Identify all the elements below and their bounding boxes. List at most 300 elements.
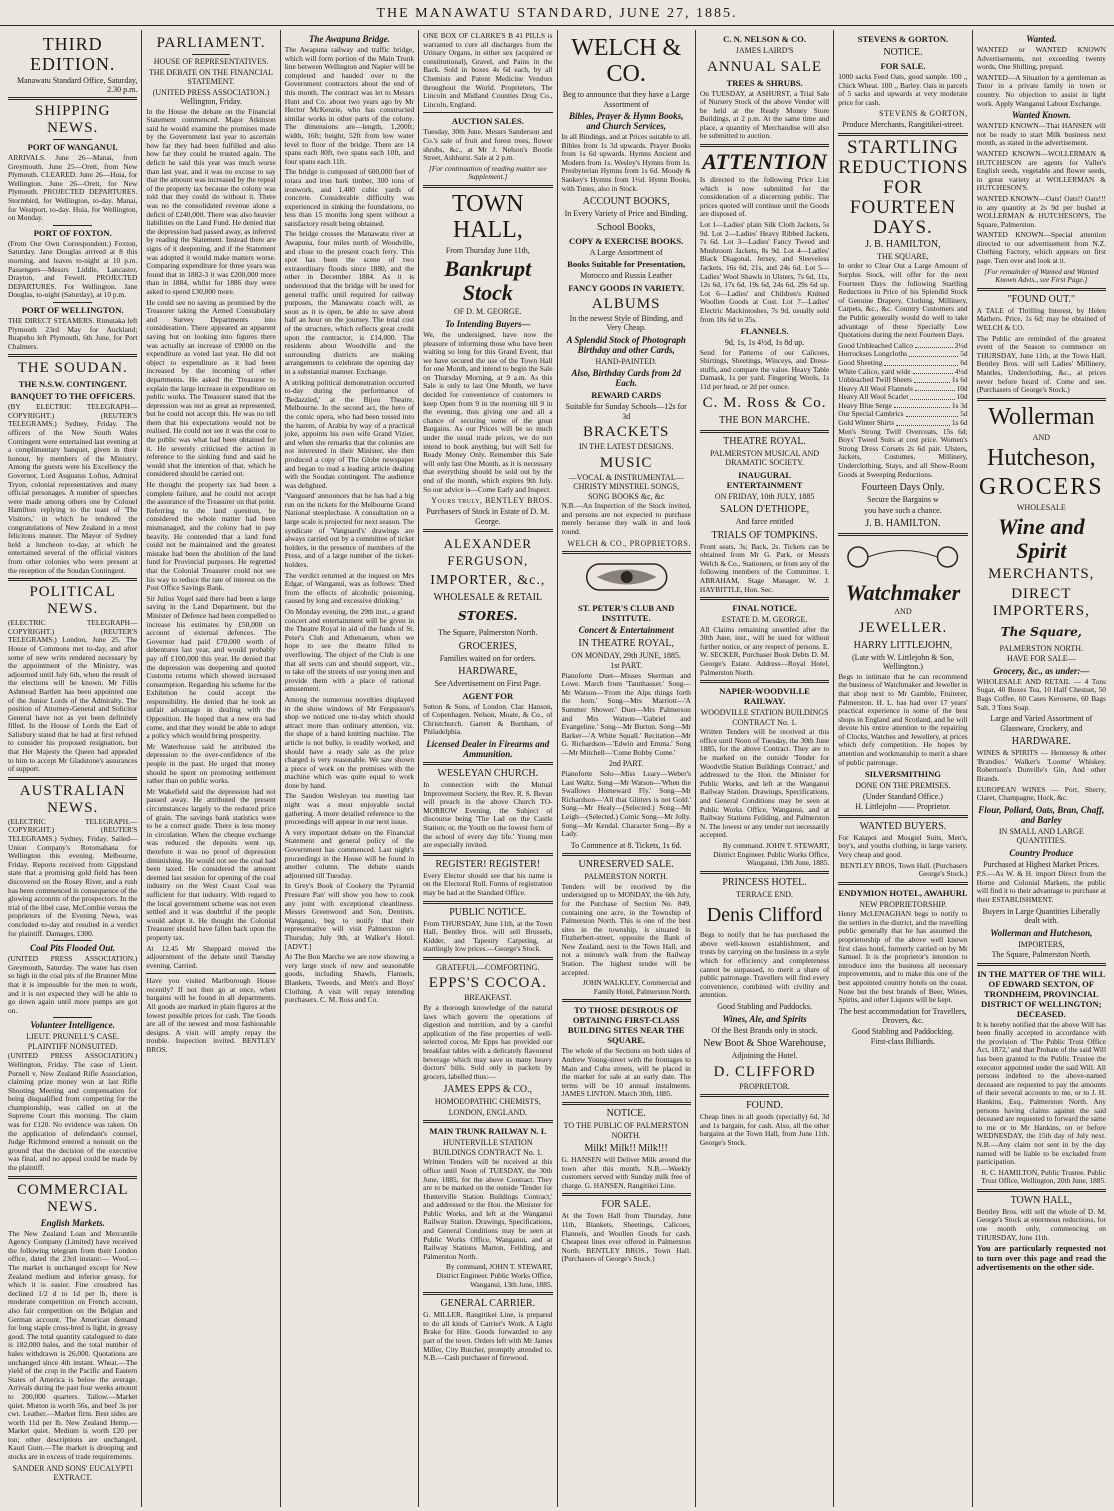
divider (53, 139, 92, 140)
brackets-heading: BRACKETS (583, 424, 670, 441)
wanganui-shipping-text: ARRIVALS. June 26—Manai, from Greymouth. June 25—Orett, from New Plymouth. CLEARED. June 26—Huia, for Wellington. June 26—Orett, for New Plymouth. PROJECTED DEPARTURES. Stormbird, for Wellington, to-day. Manai, for Westport, to-day. Huia, for Wellington, on Monday. (8, 153, 138, 223)
london-england: LONDON, ENGLAND. (448, 1107, 528, 1117)
local-text-8: Among the numerous novelties displayed in the show windows of Mr Fergusson's shop we noticed one to-day which should attract more than ordinary attention, viz. the shape of a hand knitting machine. The article is not bulky, is readily worked, and should have a ready sale as the price charged is very reasonable. We saw shown a piece of work on the premises with the machine which was quite equal to work done by hand. (284, 694, 415, 790)
public-palmerston: TO THE PUBLIC OF PALMERSTON NORTH. (563, 1121, 689, 1140)
have-for-sale: HAVE FOR SALE— (1006, 654, 1076, 664)
woodville-subheading: WOODVILLE STATION BUILDINGS CONTRACT No. 1. (700, 708, 829, 727)
banquet-subheading: BANQUET TO THE OFFICERS. (10, 391, 135, 402)
for-sale-heading: FOR SALE. (601, 1199, 651, 1211)
final-notice-heading: FINAL NOTICE. (732, 603, 797, 614)
music-heading: MUSIC (599, 454, 653, 471)
leader-dots (913, 368, 953, 375)
hunterville-subheading: HUNTERVILLE STATION BUILDINGS CONTRACT No. 1. (432, 1138, 543, 1157)
office-dateline: Manawatu Standard Office, Saturday, 2.30 p.m. (16, 76, 138, 94)
divider (838, 882, 967, 885)
divider (53, 225, 92, 226)
large-assortment: A Large Assortment of (589, 247, 663, 257)
divider (53, 940, 92, 941)
wholesale-retail: WHOLESALE & RETAIL (433, 592, 543, 604)
reductions-heading: REDUCTIONS (838, 156, 969, 178)
marlborough-text: Have you visited Marlborough House recently? If not then go at once, when bargains will be found in all departments. All goods are marked in plain figures at the lowest possible prices for cash. The Goods are all of the newest and most fashionable designs. A visit will amply repay the trouble. Inspection invited. BENTLEY BROS. (146, 976, 276, 1055)
column-5 (558, 30, 696, 1507)
local-text-6: The verdict returned at the inquest on Mrs Edgar, of Wanganui, was as follows: 'Died from the effects of alcoholic poisoning, caused by long and excessive drinking.' (284, 570, 415, 606)
found-heading: FOUND. (746, 1100, 784, 1111)
sg-signature: STEVENS & GORTON, (879, 109, 968, 119)
ross-heading: C. M. Ross & Co. (702, 394, 827, 411)
local-text-7: On Monday evening, the 29th inst., a grand concert and entertainment will be given in the Theatre Royal in aid of the funds of St. Peter's Club and Athenaeum, when we hope to see the theatre filled to overflowing. The object of the Club is one that all sects can and should support, viz., to take off the streets of our young men and provide them with a place of rational amusement. (284, 607, 415, 694)
continuation-note: [For continuation of reading matter see Supplement.] (428, 163, 547, 182)
column-6 (696, 30, 834, 1507)
epps-text: By a thorough knowledge of the natural laws which govern the operations of digestion and nutrition, and by a careful application of the fine properties of well-selected cocoa, Mr Epps has provided our breakfast tables with a delicately flavoured beverage which may save us many heavy doctors' bills. Sold only in packets by grocers, labelled thus:— (423, 1002, 553, 1081)
coal-pits-text: (UNITED PRESS ASSOCIATION.) Greymouth, Saturday. The water has risen so high in the coal pits of the Brunner Mine that it is impossible for the men to work, and it is not expected they will be able to go down again until more pumps are got on. (8, 954, 138, 1015)
startling-heading: STARTLING (846, 136, 959, 158)
price-value: 1s 6d (951, 375, 968, 385)
princess-text: Begs to notify that he has purchased the above well-known establishment, and trusts by carrying on the business in a style which for efficiency and completeness cannot be surpassed, to merit a share of public patronage. Travellers will find every convenience, combined with civility and attention. (699, 930, 830, 1000)
parliament-text-2: He could see no saving as promised by the Treasurer taking the Armed Constabulary and Survey Departments into consideration. There appeared an apparent saving but on looking into figures there was actually an increase of £9000 on the expenditure as voted last year. He did not object to expenditure as it had been increased by the incoming of other departments. He asked the Treasurer to explain the large increase in expenditure on public works. The Treasurer stated that the depression was not as great as represented, but he could not accept this. He was no tell them that his expectations would not be realised. He could not see it was the cost to the public was what had been obtained for it. He severely criticised the action in reference to the sinking fund and said he would shut the intention of that, which he considered should be carried out. (146, 297, 276, 479)
found-out-text: A TALE of Thrilling Interest, by Helen Mathers. Price, 1s 6d; may be obtained of WELCH & CO. (976, 305, 1106, 333)
auction-text: Tuesday, 30th June. Messrs Sanderson and Co.'s sale of fruit and forest trees, flower shrubs, &c., at Mr J. Nelson's Bootle Street, Ashhurst. Sale at 2 p.m. (423, 127, 553, 163)
george-subheading: OF D. M. GEORGE. (454, 307, 522, 317)
price-value: 10d (956, 383, 968, 393)
price-value: 2½d (954, 340, 968, 350)
agent-for-heading: AGENT FOR (462, 690, 514, 701)
wesleyan-text: In connection with the Mutual Improvement Society, the Rev. R. S. Bevan will preach in the above Church TO-MORROW Evening, the Subject of discourse being 'The Lad on the Castle Station; or, the Youth on the lowest form of the school of every day life.' Young men are especially invited. (423, 780, 553, 850)
european-wines-list: EUROPEAN WINES — Port, Sherry, Claret, Champagne, Hock, &c. (976, 784, 1106, 803)
annual-sale-heading: ANNUAL SALE (707, 58, 823, 75)
wholesale-label: WHOLESALE (1016, 503, 1066, 513)
inspection-note: N.B.—An Inspection of the Stock invited, and persons are not expected to purchase merely because they walk in and look round. (561, 501, 691, 536)
flannels-prices: 9d, 1s, 1s 4½d, 1s 8d up. (724, 338, 805, 348)
merchants-heading: MERCHANTS, (988, 565, 1095, 582)
hardware-8: HARDWARE. (1011, 736, 1071, 748)
carrier-heading: GENERAL CARRIER. (440, 1298, 536, 1310)
direct-importers: DIRECT IMPORTERS, (992, 585, 1090, 619)
divider (53, 302, 92, 303)
divider (423, 853, 552, 856)
brands-text: Of the Best Brands only in stock. (711, 1025, 818, 1035)
school-books-heading: School Books, (597, 221, 656, 233)
birthday-cards: Also, Birthday Cards from 2d Each. (571, 368, 681, 389)
english-markets-heading: English Markets. (40, 1217, 105, 1228)
breakfast-subheading: BREAKFAST. (464, 993, 512, 1003)
families-text: Families waited on for orders. (439, 653, 536, 663)
price-item: Horrockses Longcloths (838, 349, 908, 359)
parliament-text-4: Sir Julius Vogel said there had been a large saving in the Land Department, but the Minister of Defence had been compelled to increase his estimates by £50,000 on account of external defences. The Governor had paid £70,000 worth of debentures last year, and would probably pay off £100,000 this year. He denied that the depression was deepening and quoted Customs returns which showed increased consumption. Regarding his scheme for the Exhibition he could accept the responsibility. He denied that he took an unfair advantage in dealing with the Opposition. He hoped that a new era had come, and that they would be able to adopt a policy which would bring prosperity. (146, 593, 276, 741)
flannels-text: Send for Patterns of our Calicoes, Shirtings, Sheetings, Winceys, and Dress-stuffs, and compare the value. Heavy Table Damask, 1s per yard. Fingering Wools, 1s 11d per head, or 2d per ounce. (699, 347, 830, 392)
stevens-heading: STEVENS & GORTON. (857, 34, 949, 44)
unreserved-text: Tenders will be received by the undersigned up to MONDAY, the 6th July, for the Purchase of Section No. 849, containing one acre, in the Township of Palmerston North. This is one of the best sites in the township, is situated in Fitzherbert-street, opposite the Bank of New Zealand, next to the Town Hall, and not a minute's walk from the Railway Station. The highest tender will be accepted. (561, 881, 691, 977)
welch-signature: WELCH & CO., PROPRIETORS. (567, 538, 691, 548)
oats-text: 1000 sacks Feed Oats, good sample. 100 ,, Chick Wheat. 100 ,, Barley. Oats in parcels of 5 sacks and upwards at very moderate price for cash. (838, 72, 968, 107)
endymion-text-3: Good Stabling and Paddocking. (852, 1026, 954, 1036)
account-text: In Every Variety of Price and Binding. (564, 209, 688, 219)
public-notice-heading: PUBLIC NOTICE. (449, 906, 527, 918)
bibles-heading: Bibles, Prayer & Hymn Books, and Church Services, (568, 111, 684, 131)
reward-cards-heading: REWARD CARDS (591, 390, 662, 401)
divider (423, 1292, 552, 1295)
town-hall-heading: TOWN HALL, (452, 190, 524, 243)
account-books-heading: ACCOUNT BOOKS, (582, 196, 670, 208)
albums-heading: ALBUMS (591, 295, 661, 312)
column-2 (142, 30, 280, 1507)
price-value: 1s 6d (951, 418, 968, 428)
political-news-heading: POLITICAL NEWS. (29, 584, 116, 618)
see-advert-text: See Advertisement on First Page. (434, 679, 542, 689)
hardware-heading: HARDWARE, (458, 666, 518, 678)
wanted-heading: Wanted. (1026, 34, 1057, 44)
importers-label: IMPORTERS, (1018, 939, 1065, 949)
inaugural-date: ON FRIDAY, 10th JULY, 1885 (714, 491, 815, 501)
under-standard: (Under Standard Office.) (862, 791, 943, 801)
divider (423, 529, 552, 532)
agent-text: Sutton & Sons, of London. Clar. Hanson, of Copenhagen. Nelson, Moate, & Co., of Christchurch. Garrett & Burnham, of Philadelphia. (423, 701, 553, 737)
shipping-news-heading: SHIPPING NEWS. (34, 103, 111, 136)
leader-dots (915, 385, 955, 392)
column-7 (834, 30, 972, 1507)
copy-books-heading: COPY & EXERCISE BOOKS. (569, 235, 684, 246)
estate-subheading: ESTATE D. M. GEORGE. (721, 615, 808, 625)
australian-news-text: (ELECTRIC TELEGRAPH.—COPYRIGHT.) (REUTER'S TELEGRAMS.) Sydney, Friday. Sailed—Union Company's Rotomahana for Wellington this evening. Melbourne, Friday. Reports received from Gippsland state that a promising gold field has been discovered on the Rosey River, and a rush has been commenced in consequence of the glowing accounts of the prospectors. In the trial of the libel case, McCombie versus the proprietors of the Evening News, was concluded to-day and resulted in a verdict for plaintiff. Damages, £300. (8, 816, 138, 938)
leader-dots (896, 419, 950, 426)
wesleyan-heading: WESLEYAN CHURCH. (437, 768, 539, 780)
welch-intro: Beg to announce that they have a Large Assortment of (562, 90, 690, 109)
parliament-text-5: Mr Waterhouse said he attributed the depression to the over-confidence of the people in the past. He urged that money should be spent on promoting settlement rather than on public works. (146, 741, 276, 786)
clifford-heading: Denis Clifford (706, 904, 823, 927)
divider (700, 1094, 829, 1097)
local-text-10: A very important debate on the Financial Statement and general policy of the Government has commenced. Last night's proceedings in the House will be found in another column. The debate stands adjourned till Tuesday. (284, 827, 415, 880)
house-subheading: HOUSE OF REPRESENTATIVES. (153, 57, 269, 66)
homoeopathic: HOMOEOPATHIC CHEMISTS, (434, 1097, 541, 1107)
building-sites-heading: TO THOSE DESIROUS OF OBTAINING FIRST-CLASS BUILDING SITES NEAR THE SQUARE. (567, 1005, 685, 1046)
bridge-text-3: The bridge crosses the Manawatu river at Awapuna, four miles north of Woodville, and close to the present coach ferry. This spot has been the scene of two extraordinary floods since 1880, and the other in December 1884. As it is understood that the bridge will be used for general traffic until required for railway purposes, the Manawatu coach will, as soon as it is open, be able to save about half an hour on the journey. The total cost of the structure, which reflects great credit upon the contractor, is £14,000. The residents about Woodville and the surrounding districts are making arrangements to celebrate the opening day in a substantial manner. Exchange. (284, 229, 415, 376)
town-hall-text: Bentley Bros. will sell the whole of D. M. George's Stock at enormous reductions, for one month only, commencing on THURSDAY, June 11th. (976, 1206, 1106, 1242)
volunteer-subheading: LIEUT. PRUNELL'S CASE. PLAINTIFF NONSUITED. (26, 1032, 120, 1051)
annual-sale-text: On TUESDAY, at ASHURST, a Trial Sale of Nursery Stock of the above Vendor will be held at the Ready Money Store Buildings, at 2 p.m. At the same time and place, a quantity of Merchandise will also be submitted to auction. (699, 88, 830, 141)
local-text-5: 'Vanguard' announces that he has had a big run on the tickets for the Melbourne Grand National steeplechase. A consultation on a large scale is projected for next season. The syndicate of 'Vanguard's' drawings are always carried out by a committee of ticket holders, in the presence of members of the Press, and of a large number of the ticket-holders. (284, 491, 415, 570)
concert-heading: Concert & Entertainment (578, 624, 674, 635)
attention-text: Is directed to the following Price List which is now submitted for the consideration of a discerning public. The prices quoted will continue until the Goods are disposed of. (699, 175, 830, 219)
register-heading: REGISTER! REGISTER! (435, 858, 541, 870)
column-4 (419, 30, 557, 1507)
watch-engraving (838, 542, 967, 572)
price-item: Our Special Cambrics (838, 409, 904, 419)
for-heading: FOR (882, 176, 923, 198)
divider (700, 871, 829, 874)
wanted-ad-5: WANTED KNOWN—Oats! Oats!! Oats!!! in any quantity at 2s 9d per bushel at WOLLERMAN & HUTCHESON'S, The Square, Palmerston. (976, 193, 1106, 229)
local-text-4: A striking political demonstration occurred to-day during the performance of 'Bedazzled,' at the Bijou Theatre, Melbourne. In the second act, the hero of the comic opera, who had been tossed into the harem, of Arabia by way of a practical joke, appoints his own wife Grand Vizier, and when she remarks that the colonies are not interested in their Minister, she then produced a copy of The Globe newspaper and began to read a leading article dealing with the Soudan contingent. The audience was delighted. (284, 377, 415, 490)
unreserved-signature: JOHN WALKLEY, Commercial and Family Hotel, Palmerston North. (582, 978, 691, 996)
theatre-royal-2: THEATRE ROYAL. (723, 435, 806, 447)
bon-marche-heading: THE BON MARCHE. (719, 414, 810, 426)
column-3 (281, 30, 419, 1507)
divider (700, 430, 829, 433)
wanted-ad-4: WANTED KNOWN—WOLLERMAN & HUTCHESON are agents for Vallet's English seeds, vegetable and flower seeds, in great variety at WOLLERMAN & HUTCHESON'S. (976, 148, 1106, 193)
ps-text: P.S.—As W. & H. import Direct from the Home and Colonial Markets, the public will find it to their advantage to purchase at their ESTABLISHMENT. (976, 869, 1106, 904)
hamilton-heading: J. B. HAMILTON, (865, 238, 941, 250)
flour-quantities: IN SMALL AND LARGE QUANTITIES. (998, 826, 1084, 846)
price-value: 6d (960, 357, 968, 367)
wh-signature: Wollerman and Hutcheson, (990, 927, 1093, 938)
trees-shrubs: TREES & SHRUBS. (726, 77, 803, 88)
wanted-ad-2: WANTED—A Situation by a gentleman as Tutor in a private family in town or country. No objection to assist in light work. Apply Wanganui Labour Exchange. (976, 72, 1106, 108)
the-square: The Square, (1000, 624, 1082, 639)
nelson-heading: C. N. NELSON & CO. (723, 34, 806, 44)
woodville-signature: By command. JOHN T. STEWART, District Engineer. Public Works Office, Wanganui, 13th June, 1885. (713, 840, 830, 868)
premises-text: DONE ON THE PREMISES. (855, 781, 951, 791)
commercial-news-text: The New Zealand Loan and Mercantile Agency Company (Limited) have received the following telegram from their London office, dated the 23rd instant:— Wool.—The market is unchanged except for New Zealand medium and inferior greasy, for which it is easier. Fine crossbred has declined 1/2 d to 1d per lb, there is moderate competition on French account, also fair competition on the Belgian and German account. The American demand for long staple cross-bred is light, in greasy good. The total quantity catalogued to date is 182,000 bales, and the total number of bales withdrawn is 26,000. Quotations are unchanged since 4th instant. Wheat.—The yield of the crop in the Pacific and Eastern States of America is below the average. Arrivals during the past four weeks amount to 200,000 quarters. Tallow.—Market quiet. Mutton is worth 56s, and beef 3s per cwt. Leather.—Market firm. Best sides are worth 11d per lb. New Zealand Hemp.—Market quiet. Medium is worth £20 per ton; other descriptions are unchanged. Kauri Gum.—The market is drooping and stocks are in excess of trade requirements. (8, 1228, 138, 1462)
divider (977, 1189, 1106, 1192)
carrier-text: G. MILLER, Rangitikei Line, is prepared to do all kinds of Carrier's Work. A Light Brake for Hire. Goods forwarded to any part of the town. Orders left with Mr James Miller, City Butcher, promptly attended to. N.B.—Cash purchaser of firewood. (423, 1310, 553, 1363)
price-item: Heavy All Wool Flannels (838, 383, 913, 393)
epps-cocoa-heading: EPPS'S COCOA. (428, 975, 547, 992)
building-sites-text: The whole of the Sections on both sides of Andrew Young-street with the frontages to Main and Cuba streets, will be placed in the market for sale at an early date. The terms will be 10 annual instalments. JAMES LINTON. March 30th, 1885. (561, 1046, 691, 1099)
railway-heading: MAIN TRUNK RAILWAY N. I. (429, 1126, 547, 1137)
public-notice-text: From THURSDAY, June 11th, at the Town Hall, Bentley Bros. will sell Brussels, Kidder, and Tapestry Carpeting, at startlingly low prices.—George's Stock. (423, 918, 553, 954)
divider (562, 1193, 691, 1196)
notice-heading: NOTICE. (606, 1108, 646, 1119)
divider (838, 815, 967, 818)
bankrupt-stock-heading: Bankrupt Stock (444, 256, 532, 306)
remainder-note: [For remainder of Wanted and Wanted Known Advts., see First Page.] (984, 266, 1099, 285)
column-1 (4, 30, 142, 1507)
divider (977, 398, 1106, 401)
divider (838, 133, 967, 136)
australian-news-heading: AUSTRALIAN NEWS. (19, 782, 126, 816)
leader-dots (909, 350, 958, 357)
licensed-dealer: Licensed Dealer in Firearms and Ammunition. (426, 739, 550, 760)
welch-bibles-text: In all Bindings, and at Prices suitable to all. Bibles from 1s 3d upwards. Prayer Books from 1s 6d upwards. Hymns Ancient and Modern from 1s. Wesley's Hymns from 1s. Presbyterian Hymns from 1s 6d. Moody & Sankey's Hymns from 1½d. Hymn Books, with Tunes, also in Stock. (561, 132, 691, 193)
price-value: 5d (960, 349, 968, 359)
assoc-dateline: (UNITED PRESS ASSOCIATION.) Wellington, Friday. (152, 87, 270, 106)
wanted-buyers-text: For Kaiapoi and Mosgiel Suits, Men's, boy's, and youths clothing, in large variety. Very cheap and good. (838, 832, 968, 859)
theatre-royal-heading: IN THEATRE ROYAL, (578, 637, 675, 649)
soudan-text: (BY ELECTRIC TELEGRAPH—COPYRIGHT.) (REUTER'S TELEGRAMS.) Sydney, Friday. The officers of the New South Wales Contingent were entertained last evening at a complimentary banquet, given in their honour, by members of the Ministry. Among the guests were his Excellency the Governor, Lord Augustus Loftus, Admiral Tryon, colonial representatives and many official personages. A number of speeches were made among others one by Colonel Hamilton replying to the toast of 'The Visitors,' in which he tendered the congratulations of New Zealand in a most felicitous manner. The Mayor of Sydney held a luncheon to-day, at which he entertained several of the official visitors from other colonies who were present at the reception of the Soudan Contingent. (8, 402, 138, 575)
wanted-buyers-signature: BENTLEY BROS, Town Hall. (Purchasers George's Stock.) (840, 860, 968, 879)
laird-heading: JAMES LAIRD'S (735, 46, 794, 55)
port-wellington-heading: PORT OF WELLINGTON. (21, 304, 124, 315)
jeweller-heading: JEWELLER. (858, 619, 948, 636)
milk-heading: Milk! Milk!! Milk!!! (584, 1143, 668, 1154)
wanted-ad-3: WANTED KNOWN—That HANSEN will not be ready to start Milk business next month, as stated in the advertisement. (976, 121, 1106, 148)
hamilton-signature: J. B. HAMILTON. (865, 518, 941, 530)
program-part-2: Pianoforte Solo—Miss Leary—Weber's Last Waltz. Song—Mr Watson—'When the Swallows Homeward Fly.' Song—Mr Richardson—'All that Glitters is not Gold.' Song—Mr Healy—(Selected.) Song—Mr Leigh—(Selected.) Comic Song—Mr Jolly. Song—Mr Kendal. Character Song—By a Lady. (561, 768, 691, 839)
photograph-cards: A Splendid Stock of Photograph Birthday and other Cards, (566, 334, 686, 355)
buyers-text: Buyers in Large Quantities Liberally dealt with. (982, 906, 1101, 926)
program-part-1: Pianoforte Duet—Misses Skerman and Lowe. March from 'Tannhauser.' Song—Mr Watson—'From the Alps things forth the horn.' Song—Mrs Marriott—'A Summer Shower.' Duet—Mrs Palmerson and Mrs Watson—'Gabriel and Evangeline.' Song—Mr Burton. Song—Mr Barker—'A White Squall.' Recitation—Mr G. Richardson—'Edwin and Emma.' Song—Mr Mitchell—'Come Bobby Come.' (561, 670, 691, 757)
divider (8, 578, 137, 581)
endymion-heading: ENDYMION HOTEL, AWAHURI. (838, 887, 968, 898)
divider (8, 97, 137, 100)
price-value: 1s 3d (951, 400, 968, 410)
found-out-heading: "FOUND OUT." (1007, 293, 1076, 305)
leader-dots (915, 342, 953, 349)
unreserved-sale-heading: UNRESERVED SALE. (578, 859, 674, 871)
particularly-requested: You are particularly requested not to turn over this page and read the advertisements on the other side. (976, 1244, 1106, 1273)
james-epps: JAMES EPPS & CO., (443, 1084, 533, 1096)
hutcheson-heading: Hutcheson, (986, 445, 1096, 472)
price-item: White Calico, yard wide (838, 366, 911, 376)
ferguson-address: The Square, Palmerston North. (438, 628, 538, 638)
columns (4, 30, 1110, 1507)
commence-note: To Commence at 8. Tickets, 1s 6d. (570, 840, 682, 850)
found-out-text-2: The Public are reminded of the greatest event of the Season to commence on THURSDAY, June 11th, at the Town Hall. Bentley Bros. will sell Ladies' Millinery, Mantles, Underclothing, &c., at prices never before heard of. Come and see. (Purchasers of George's Stock.) (976, 333, 1106, 395)
foxton-shipping-text: (From Our Own Correspondent.) Foxton, Saturday. Jane Douglas arrived at 8 this morning, and leaves to-night at 10 p.m. Passengers—Messrs Liddle, Lancaster, Drayton, and Fewell. PROJECTED DEPARTURES. For Wellington. Jane Douglas, to-night (Saturday), at 10 p.m. (8, 238, 138, 300)
price-item: Heavy Blue Serge (838, 400, 892, 410)
flannels-heading: FLANNELS. (740, 326, 789, 337)
hand-painted: HAND-PAINTED. (595, 356, 657, 366)
will-matter-signature: R. C. HAMILTON, Public Trustee. Public Trust Office, Wellington, 20th June, 1885. (981, 1167, 1106, 1186)
fancy-goods: FANCY GOODS IN VARIETY. (568, 282, 685, 293)
wellington-shipping-text: THE DIRECT STEAMERS. Rimutaka left Plymouth 23rd May for Auckland; Ruapehu left Plymouth, 6th June, for Port Chalmers. (8, 315, 138, 351)
divider (423, 762, 552, 765)
grocers-heading: GROCERS (978, 474, 1104, 501)
late-with: (Late with W. Littlejohn & Son, Wellington.) (851, 652, 954, 672)
music-subheading: —VOCAL & INSTRUMENTAL— CHRISTY MINSTREL SONGS, SONG BOOKS &c, &c (568, 472, 684, 501)
terrace-end: TERRACE END. (736, 889, 793, 899)
register-text: Every Elector should see that his name is on the Electoral Roll. Forms of registration may be had at the Standard Office. (423, 870, 553, 897)
lots-list: Lot 1—Ladies' plain Silk Cloth Jackets, 5s 9d. Lot 2—Ladies' Heavy Ribbed Jackets, 7s 6d. Lot 3—Ladies' Fancy Tweed and Mushroom Jackets, 8s 9d. Lot 4—Ladies' Black Diagonal, Jersey, and Sleeveless Jackets, 16s 6d, 21s, and 24s 6d. Lot 5—Ladies' Wool Shawls in Ulsters, 7s 6d, 11s, 12s 6d, 17s 6d, 19s 6d, 24s 6d, 29s 6d up. Lot 6—Ladies' and Children's Knitted Woollen Goods at Cost. Lot 7—Ladies' Electric Mackintoshes, 7s 9d, usually sold from 18s 6d to 25s. (699, 220, 830, 324)
awapuna-bridge-heading: The Awapuna Bridge. (309, 34, 390, 44)
wines-heading: Wines, Ale, and Spirits (722, 1013, 807, 1024)
wanted-buyers-heading: WANTED BUYERS. (859, 820, 947, 832)
fourteen-days-only: Fourteen Days Only. (861, 482, 945, 494)
divider (8, 777, 137, 780)
divider (146, 973, 275, 974)
volunteer-text: (UNITED PRESS ASSOCIATION.) Wellington, Friday. The case of Lieut. Purnell v. New Zealand Rifle Association, claiming prize money won at last Rifle Shooting Meeting and compensation for being disqualified from competing for the championship, was called on at the Supreme Court this morning. The claim was for £120. No evidence was taken. On the application of defendant's counsel, Judge Richmond entered a nonsuit on the ground that the decision of the executive was final, and no appeal could be made by the plaintiff. (8, 1051, 138, 1173)
first-part: 1st PART. (610, 661, 643, 671)
divider (53, 1017, 92, 1018)
albums-text: In the newest Style of Binding, and Very Cheap. (569, 313, 683, 333)
princess-hotel-heading: PRINCESS HOTEL. (722, 876, 807, 888)
concert-date: ON MONDAY, 29th JUNE, 1885. (571, 650, 681, 660)
price-value: 10d (956, 392, 968, 402)
column-8 (973, 30, 1110, 1507)
divider (8, 1176, 137, 1179)
woodville-text: Written Tenders will be received at this office until Noon of Tuesday, the 30th June 1885, for the above Contract. They are to be marked on the outside 'Tender for Woodville Station Buildings Contract,' and addressed to the Hon. the Minister for Public Works, and left at the Wanganui Railway Station. Drawings, Specifications, and General Conditions may be seen at Public Works Office, Wanganui, and at Railway Stations Feilding, and Palmerston N. The lowest or any tender not necessarily accepted. (699, 727, 830, 840)
port-foxton-heading: PORT OF FOXTON. (33, 227, 112, 238)
soudan-heading: THE SOUDAN. (17, 360, 128, 377)
for-sale-7: FOR SALE. (880, 61, 926, 71)
masthead: THE MANAWATU STANDARD, JUNE 27, 1885. (0, 6, 1114, 26)
parliament-text-6: Mr Wakefield said the depression had not passed away. He attributed the present circumstances largely to the reduced price of grain. The savings bank statistics were to be a correct guide. There is less money in circulation. When the cheque exchange was reduced the deposits went up, therefore it was no proof of depression diminishing. He would not see the coal had been taxed. He considered the amount deemed last session for opening of the coal industry on the West Coast Coal was sufficient for that industry. With regard to the local government scheme was not even settled and it was doubtful if the people would adopt it. He thought the Colonial Treasurer should have fallen back upon the property tax. (146, 786, 276, 942)
divider (838, 533, 967, 536)
watchmaker-heading: Watchmaker (845, 580, 961, 606)
importers-address: The Square, Palmerston North. (991, 950, 1091, 960)
wanted-ad-1: WANTED or WANTED KNOWN Advertisements, not exceeding twenty words, One Shilling, prepaid. (976, 45, 1106, 72)
sanderson-ad: SANDER AND SONS' EUCALYPTI EXTRACT. (12, 1463, 133, 1483)
endymion-text-4: First-class Billiards. (870, 1037, 936, 1047)
st-peters-heading: ST. PETER'S CLUB AND INSTITUTE. (578, 602, 675, 623)
groceries-heading: GROCERIES, (458, 640, 517, 652)
littlejohn-heading: HARRY LITTLEJOHN, (853, 639, 953, 651)
commercial-news-heading: COMMERCIAL NEWS. (16, 1181, 129, 1215)
littlejohn-text: Begs to intimate that he can recommend the business of Watchmaker and Jeweller in that shop next to Mr Gamble, Fruiterer, Palmerston. H. L. has had over 17 years' practical experience in some of the best shops in England and Scotland, and he will devote his entire attention to the repairing of Clocks, Watches and Jewellery, at prices which defy competition. He hopes by attention and workmanship to merit a share of public patronage. (838, 671, 968, 767)
bridge-text-1: The Awapuna railway and traffic bridge, which will form portion of the Main Trunk line between Wellington and Napier will be completed and handed over to the Government contractors about the end of this month. The contract was let to Messrs Hunt and Co. about two years ago by Mr Hector McKenzie, who has constructed similar works in other parts of the colony. The dimensions are—length, 1,200ft; width, 16ft; height, 52ft from low water level to floor of the bridge. There are 14 spans each 80ft, two spans each 10ft, and four spans each 11ft. (284, 45, 415, 166)
presentation-books: Books Suitable for Presentation, (567, 259, 686, 270)
attention-heading: ATTENTION (702, 149, 827, 175)
divider (8, 354, 137, 357)
port-wanganui-heading: PORT OF WANGANUI. (27, 142, 118, 152)
flour-heading: Flour, Pollard, Oats, Bran, Chaff, and Barley (978, 804, 1105, 825)
divider (977, 288, 1106, 291)
grocery-list: WHOLESALE AND RETAIL — 4 Tons Sugar, 40 Boxes Tea, 10 Half Chestset, 50 Bags Coffee, 60 Cases Kerosene, 60 Bags Salt, 3 Tons Soap. (976, 676, 1106, 712)
ferguson-heading: ALEXANDER FERGUSON, (443, 536, 533, 569)
wanted-ad-6: WANTED KNOWN—Special attention directed to our advertisement from N.Z. Clothing Factory, which appears on first page. Turn over and look at it. (976, 230, 1106, 266)
days-heading: DAYS. (873, 216, 933, 238)
second-part: 2nd PART. (608, 759, 644, 769)
trials-heading: TRIALS OF TOMPKINS. (711, 529, 818, 541)
grocery-heading: Grocery, &c., as under:— (993, 665, 1090, 676)
divider (423, 901, 552, 904)
divider (423, 1120, 552, 1123)
leader-dots (894, 402, 950, 409)
hamilton-square: THE SQUARE, (877, 251, 929, 261)
palmerston-north-8: PALMERSTON NORTH. (999, 643, 1084, 653)
glassware-text: Large and Varied Assortment of Glassware, Crockery, and (990, 714, 1093, 733)
divider (562, 1102, 691, 1105)
pmds-subheading: PALMERSTON MUSICAL AND DRAMATIC SOCIETY. (710, 448, 820, 468)
third-edition-heading: THIRD EDITION. (29, 34, 116, 74)
and-label-8: AND (1032, 432, 1050, 442)
wines-spirits-list: WINES & SPIRITS — Hennessy & other 'Brandies.' Walker's 'Loorne' Whiskey. Robertson's Dunville's Gin, And other Brands. (976, 748, 1106, 783)
bridge-text-2: The bridge is composed of 600,000 feet of totara and iron bark timber, 300 tons of ironwork, and 1,400 cubic yards of concrete. Considerable difficulty was experienced in sinking the foundations, no less than 15 months long spent without a satisfactory result being obtained. (284, 167, 415, 228)
town-hall-8: TOWN HALL, (1010, 1194, 1073, 1206)
milk-text: G. HANSEN will Deliver Milk around the town after this month. N.B.—Weekly customers served with Sunday milk free of charge. G. HANSEN, Rangitikei Line. (561, 1155, 691, 1190)
coal-pits-heading: Coal Pits Flooded Out. (30, 943, 116, 954)
political-news-text: (ELECTRIC TELEGRAPH—COPYRIGHT.) (REUTER'S TELEGRAMS.) London, June 25. The House of Commons met to-day, and after some of new writs rendered necessary by the appointment of the Ministry, was adjourned until July 6th, when the result of the elections will be known. Mr Fillis Ashmead Bartlett has been appointed one of the Junior Lords of the Admiralty. The position of Attorney-General and Solicitor General have not as yet been definitely filled. In the House of Lords the Earl of Salisbury stated that he had at first refused to consider his proposed resignation, but that Her Majesty the Queen had appealed to him to accept Mr Gladstone's assurances of support. (8, 618, 138, 774)
stores-heading: STORES. (458, 609, 518, 624)
final-notice-text: All Claims remaining unsettled after the 30th June, inst., will be sued for without further notice, or any respect of persons. E. W. SECKER, Purchaser Book Debts D. M. George's Estate. Address—Royal Hotel, Palmerston North. (699, 624, 830, 677)
leader-dots (906, 410, 959, 417)
price-item: Heavy All Wool Scarlet (838, 392, 909, 402)
notice-heading-7: NOTICE. (883, 47, 923, 58)
bankrupt-signature-2: Purchasers of Stock in Estate of D. M. George. (426, 507, 550, 526)
importer-heading: IMPORTER, &c., (430, 573, 546, 589)
price-item: Good Sheeting (838, 357, 883, 367)
parliament-text-1: In the House the debate on the Financial Statement commenced. Major Atkinson said he would examine the promises made by the Government last year to ascertain how far they had been fulfilled and also how far they could be trusted again. The deficit he said this year was much worse than last year, and it was no excuse to say that the amount was increased by the repeal of the property tax because the colony was told that they could do without it. There was no the consolidated revenue alone a deficit of £240,000. There was also heavier liabilities on the Land Fund. He denied that the depression had passed away, as inferred by reading the Statement. Instead there are signs of it deepening, and if the Statement was adopted it would make matters worse. Comparing expenditure for three years was found that in 1882-3 it was £200,000 more than in 1884, whilst for 1886 they were asked to spend £30,000 more. (146, 106, 276, 296)
welch-heading: WELCH & CO. (571, 35, 682, 87)
divider (192, 54, 231, 55)
inaugural-heading: INAUGURAL ENTERTAINMENT (726, 469, 803, 490)
divider (423, 112, 552, 113)
littlejohn-proprietor: H. Littlejohn —— Proprietor. (855, 802, 951, 812)
found-text: Cheap lines in all goods (specially) 6d, 3d and 1s bargain, for cash. Also, all the other bargains at the Town Hall, from June 11th. George's Stock. (699, 1112, 830, 1147)
and-label: AND (894, 607, 912, 617)
trials-text: Front seats, 3s; Back, 2s. Tickets can be obtained from Mr G. Park, or Messrs Welch & Co., Stationers, or from any of the following members of the Committee. I. ABRAHAM, Stage Manager. W. J. HAYBITTLE, Hon. Sec. (699, 541, 830, 594)
club-crest-engraving (562, 560, 691, 594)
divider (562, 551, 691, 554)
local-text-9: The Sandon Wesleyan tea meeting last night was a most enjoyable social gathering. A more detailed reference to the proceedings will appear in our next issue. (284, 791, 415, 827)
parliament-heading: PARLIAMENT. (156, 35, 266, 51)
parliament-text-3: He thought the property tax had been a complete failure, and he could not accept the assurance of the Treasurer on that point. Referring to the land question, he considered the whole matter had been mismanaged, and the colony had to pay heavily. He contended that a land fund could not be maintained and the greatest mistake had been the abolition of the land fund for Provincial purposes. He regretted that the Colonial Treasurer could not see his way to reduce the rate of interest on the Post Office Savings Bank. (146, 480, 276, 593)
town-hall-date: From Thursday June 11th, (445, 245, 530, 255)
silversmithing-heading: SILVERSMITHING (864, 769, 941, 780)
price-item: Good Unbleached Calico (838, 340, 913, 350)
price-item: Unbleached Twill Sheets (838, 375, 912, 385)
produce-merchants: Produce Merchants, Rangitikei-street. (842, 120, 964, 130)
fourteen-heading: FOURTEEN (849, 196, 956, 218)
salon-heading: SALON D'ETHIOPE, (720, 504, 810, 516)
divider (562, 999, 691, 1002)
bankrupt-text: We, the undersigned, have now the pleasure of informing those who have been waiting so long for this Grand Event, that we have secured the use of the Town Hall for one Month, and intend to begin the Sale on Thursday Morning, at 9 a.m. As this Sale is only to last One Month, we have decided for convenience of customers to keep Open from 9 in the morning till 9 in the evening, thus giving one and all a chance of securing some of the great Bargains. As our Prices will be so much under the usual trade prices, we do not intend to book anything, but will Sell for Ready Money Only. Remember this Sale will only last One Month, as it is necessary that everything should be sold out by the end of the month, which expires 9th July. So our advice is—Come Early and Inspect. (423, 329, 553, 494)
for-sale-text: At the Town Hall from Thursday, June 11th, Blankets, Sheetings, Calicoes, Flannels, and Woollen Goods for cash. Cheapest lines ever offered in Palmerston North. BENTLEY BROS., Town Hall. (Purchasers of George's Stock.) (561, 1211, 691, 1264)
farce-text: And farce entitled (735, 517, 794, 527)
produce-text: Purchased at Highest Market Prices. (983, 859, 1100, 869)
leader-dots (910, 393, 954, 400)
hamilton-text-2: Men's Strong Twill Overcoats, 15s 6d; Boys' Tweed Suits at cost price. Women's Strong Dress Corsets 2s 6d pair. Ulsters, Jackets, Costumes, Millinery, Underclothing, Stays, and all Show-Room Goods at Sweeping Reductions. (838, 426, 968, 479)
country-produce: Country Produce (1009, 847, 1074, 858)
will-matter-heading: IN THE MATTER OF THE WILL OF EDWARD SEXTON, OF TRONDHEIM, PROVINCIAL DISTRICT OF WELLINGTON; DECEASED. (977, 968, 1106, 1019)
